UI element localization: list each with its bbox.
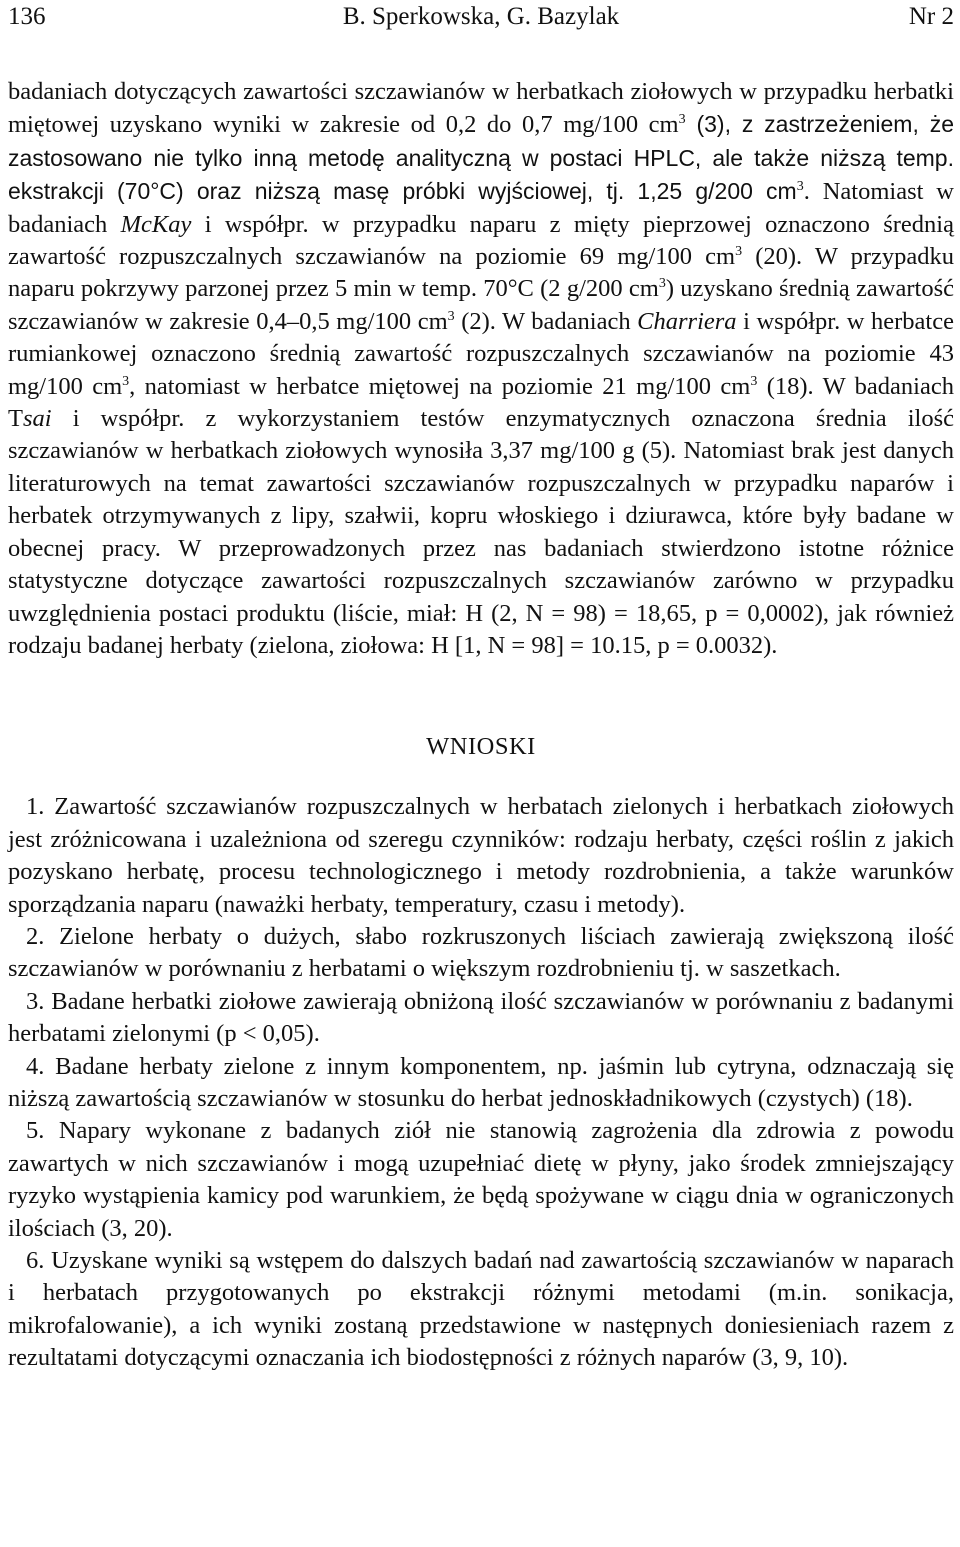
running-header xyxy=(8,0,954,34)
superscript: 3 xyxy=(122,373,130,389)
running-header-authors: B. Sperkowska, G. Bazylak xyxy=(342,3,620,30)
text-run: , natomiast w herbatce miętowej na poziomie 21 mg/100 cm xyxy=(129,372,751,400)
text-run: i współpr. w przypadku naparu z mięty pieprzowej oznaczono średnią zawartość rozpuszczalnych szczawianów na poziomie 69 mg/100 cm xyxy=(8,210,954,271)
text-run: ) uzyskano średnią zawartość szczawianów w zakresie 0,4–0,5 mg/100 cm xyxy=(8,275,954,335)
page-number: 136 xyxy=(8,3,46,30)
conclusion-item: 3. Badane herbatki ziołowe zawierają obniżoną ilość szczawianów w porównaniu z badanymi herbatami zielonymi (p < 0,05). xyxy=(8,987,954,1048)
body-text xyxy=(8,76,954,662)
text-run: i współpr. z wykorzystaniem testów enzymatycznych oznaczona średnia ilość szczawianów w herbatkach ziołowych wynosiła 3,37 mg/100 g (5). Natomiast brak jest danych literaturowych na temat zawartości szczawianów rozpuszczalnych w przypadku naparów i herbatek otrzymywanych z lipy, szałwii, kopru włoskiego i dziurawca, które były badane w obecnej pracy. W przeprowadzonych przez nas badaniach stwierdzono istotne różnice statystyczne dotyczące zawartości rozpuszczalnych szczawianów zarówno w przypadku uwzględnienia postaci produktu (liście, miał: H (2, N = 98) = 18,65, p = 0,0002), jak również rodzaju badanej herbaty (zielona, ziołowa: H [1, N = 98] = 10.15, p = 0.0032). xyxy=(8,405,954,659)
text-run: (18). W badaniach T xyxy=(8,372,954,433)
conclusions-list xyxy=(8,791,954,1374)
text-run: (20). W przypadku naparu pokrzywy parzonej przez 5 min w temp. 70°C (2 g/200 cm xyxy=(8,243,955,303)
text-run: . Natomiast w badaniach xyxy=(8,178,954,238)
text-run: (3), z zastrzeżeniem, że zastosowano nie tylko inną metodę analityczną w postaci HPLC, ale także niższą temp. ekstrakcji (70°C) oraz niższą masę próbki wyjściowej, tj. 1,25 g/200 cm xyxy=(8,111,954,205)
superscript: 3 xyxy=(735,244,743,260)
text-run: (2). W badaniach xyxy=(454,307,638,335)
document-page xyxy=(8,0,954,1375)
section-heading: WNIOSKI xyxy=(426,733,536,761)
discussion-paragraph xyxy=(8,76,954,662)
text-run: badaniach dotyczących zawartości szczawianów w herbatkach ziołowych w przypadku herbatki miętowej uzyskano wyniki w zakresie od 0,2 do 0,7 mg/100 cm xyxy=(8,78,954,139)
conclusion-item: 6. Uzyskane wyniki są wstępem do dalszych badań nad zawartością szczawianów w naparach i herbatach przygotowanych po ekstrakcji różnymi metodami (m.in. sonikacja, mikrofalowanie), a ich wyniki zostaną przedstawione w następnych doniesieniach razem z rezultatami dotyczącymi oznaczania ich biodostępności z różnych naparów (3, 9, 10). xyxy=(8,1247,954,1372)
superscript: 3 xyxy=(750,373,758,389)
issue-number: Nr 2 xyxy=(908,3,954,30)
author-name-italic: Charriera xyxy=(637,307,737,335)
conclusion-item: 4. Badane herbaty zielone z innym komponentem, np. jaśmin lub cytryna, odznaczają się niższą zawartością szczawianów w stosunku do herbat jednoskładnikowych (czystych) (18). xyxy=(8,1052,954,1112)
text-run: i współpr. w herbatce rumiankowej oznaczono średnią zawartość rozpuszczalnych szczawianów na poziomie 43 mg/100 cm xyxy=(8,307,954,400)
superscript: 3 xyxy=(447,308,455,324)
conclusion-item: 2. Zielone herbaty o dużych, słabo rozkruszonych liściach zawierają zwiększoną ilość szczawianów w porównaniu z herbatami o większym rozdrobnieniu tj. w saszetkach. xyxy=(8,922,954,983)
conclusion-item: 5. Napary wykonane z badanych ziół nie stanowią zagrożenia dla zdrowia z powodu zawartych w nich szczawianów i mogą uzupełniać dietę w płyny, jako środek zmniejszający ryzyko wystąpienia kamicy pod warunkiem, że będą spożywane w ciągu dnia w ograniczonych ilościach (3, 20). xyxy=(8,1117,954,1242)
superscript: 3 xyxy=(658,276,666,292)
author-name-italic: McKay xyxy=(120,210,192,238)
author-name-italic: sai xyxy=(22,405,52,433)
conclusion-item: 1. Zawartość szczawianów rozpuszczalnych w herbatach zielonych i herbatkach ziołowych jest zróżnicowana i uzależniona od szeregu czynników: rodzaju herbaty, części roślin z jakich pozyskano herbatę, procesu technologicznego i metody rozdrobnienia, a także warunków sporządzania naparu (naważki herbaty, temperatury, czasu i metody). xyxy=(8,793,954,918)
superscript: 3 xyxy=(678,112,686,128)
superscript: 3 xyxy=(796,179,804,195)
